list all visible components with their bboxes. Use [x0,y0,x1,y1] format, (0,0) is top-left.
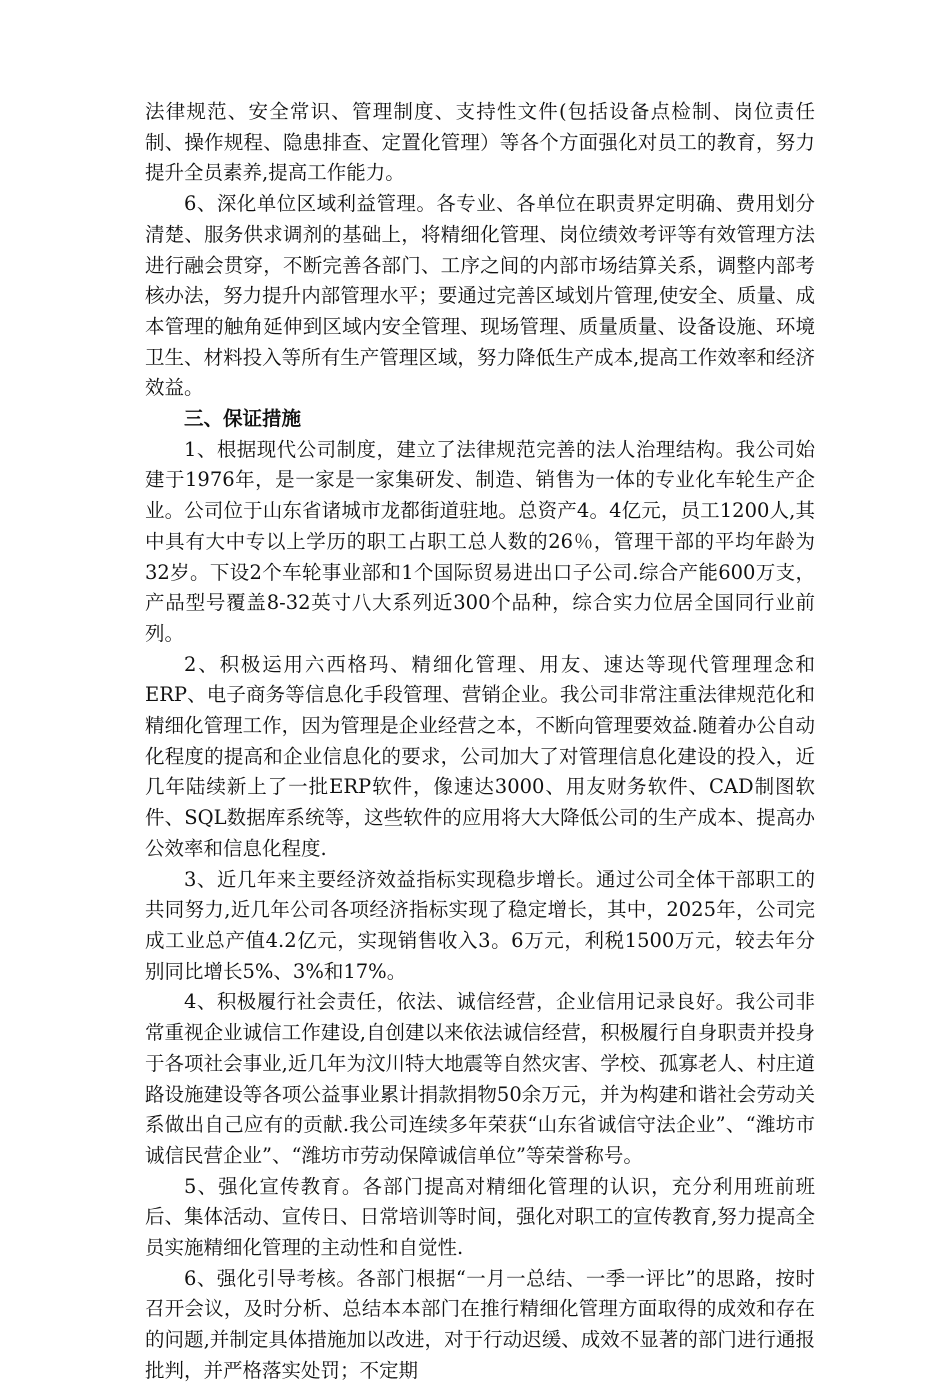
paragraph-publicity-education: 5、强化宣传教育。各部门提高对精细化管理的认识，充分利用班前班后、集体活动、宣传日、日常培训等时间，强化对职工的宣传教育,努力提高全员实施精细化管理的主动性和自觉性. [145,1174,815,1260]
document-page [145,97,815,1387]
section-heading-guarantee-measures: 三、保证措施 [184,407,302,431]
paragraph-economic-indicators: 3、近几年来主要经济效益指标实现稳步增长。通过公司全体干部职工的共同努力,近几年公司各项经济指标实现了稳定增长，其中，2025年，公司完成工业总产值4.2亿元，实现销售收入3。6万元，利税1500万元，较去年分别同比增长5%、3%和17%。 [145,867,815,983]
paragraph-guidance-assessment: 6、强化引导考核。各部门根据“一月一总结、一季一评比”的思路，按时召开会议，及时分析、总结本本部门在推行精细化管理方面取得的成效和存在的问题,并制定具体措施加以改进，对于行动迟缓、成效不显著的部门进行通报批判，并严格落实处罚；不定期 [145,1266,815,1382]
paragraph-regional-benefit-management: 6、深化单位区域利益管理。各专业、各单位在职责界定明确、费用划分清楚、服务供求调剂的基础上，将精细化管理、岗位绩效考评等有效管理方法进行融会贯穿，不断完善各部门、工序之间的内部市场结算关系，调整内部考核办法，努力提升内部管理水平；要通过完善区域划片管理,使安全、质量、成本管理的触角延伸到区域内安全管理、现场管理、质量质量、设备设施、环境卫生、材料投入等所有生产管理区域，努力降低生产成本,提高工作效率和经济效益。 [145,192,815,400]
paragraph-social-responsibility: 4、积极履行社会责任，依法、诚信经营，企业信用记录良好。我公司非常重视企业诚信工作建设,自创建以来依法诚信经营，积极履行自身职责并投身于各项社会事业,近几年为汶川特大地震等自然灾害、学校、孤寡老人、村庄道路设施建设等各项公益事业累计捐款捐物50余万元，并为构建和谐社会劳动关系做出自己应有的贡献.我公司连续多年荣获“山东省诚信守法企业”、“潍坊市诚信民营企业”、“潍坊市劳动保障诚信单位”等荣誉称号。 [145,990,815,1167]
paragraph-modern-management: 2、积极运用六西格玛、精细化管理、用友、速达等现代管理理念和ERP、电子商务等信息化手段管理、营销企业。我公司非常注重法律规范化和精细化管理工作，因为管理是企业经营之本，不断向管理要效益.随着办公自动化程度的提高和企业信息化的要求，公司加大了对管理信息化建设的投入，近几年陆续新上了一批ERP软件，像速达3000、用友财务软件、CAD制图软件、SQL数据库系统等，这些软件的应用将大大降低公司的生产成本、提高办公效率和信息化程度. [145,652,815,860]
paragraph-safety-education: 法律规范、安全常识、管理制度、支持性文件(包括设备点检制、岗位责任制、操作规程、隐患排查、定置化管理）等各个方面强化对员工的教育，努力提升全员素养,提高工作能力。 [145,100,815,185]
paragraph-corporate-governance: 1、根据现代公司制度，建立了法律规范完善的法人治理结构。我公司始建于1976年，是一家是一家集研发、制造、销售为一体的专业化车轮生产企业。公司位于山东省诸城市龙都街道驻地。总资产4。4亿元，员工1200人,其中具有大中专以上学历的职工占职工总人数的26％，管理干部的平均年龄为32岁。下设2个车轮事业部和1个国际贸易进出口子公司.综合产能600万支，产品型号覆盖8-32英寸八大系列近300个品种，综合实力位居全国同行业前列。 [145,437,815,645]
